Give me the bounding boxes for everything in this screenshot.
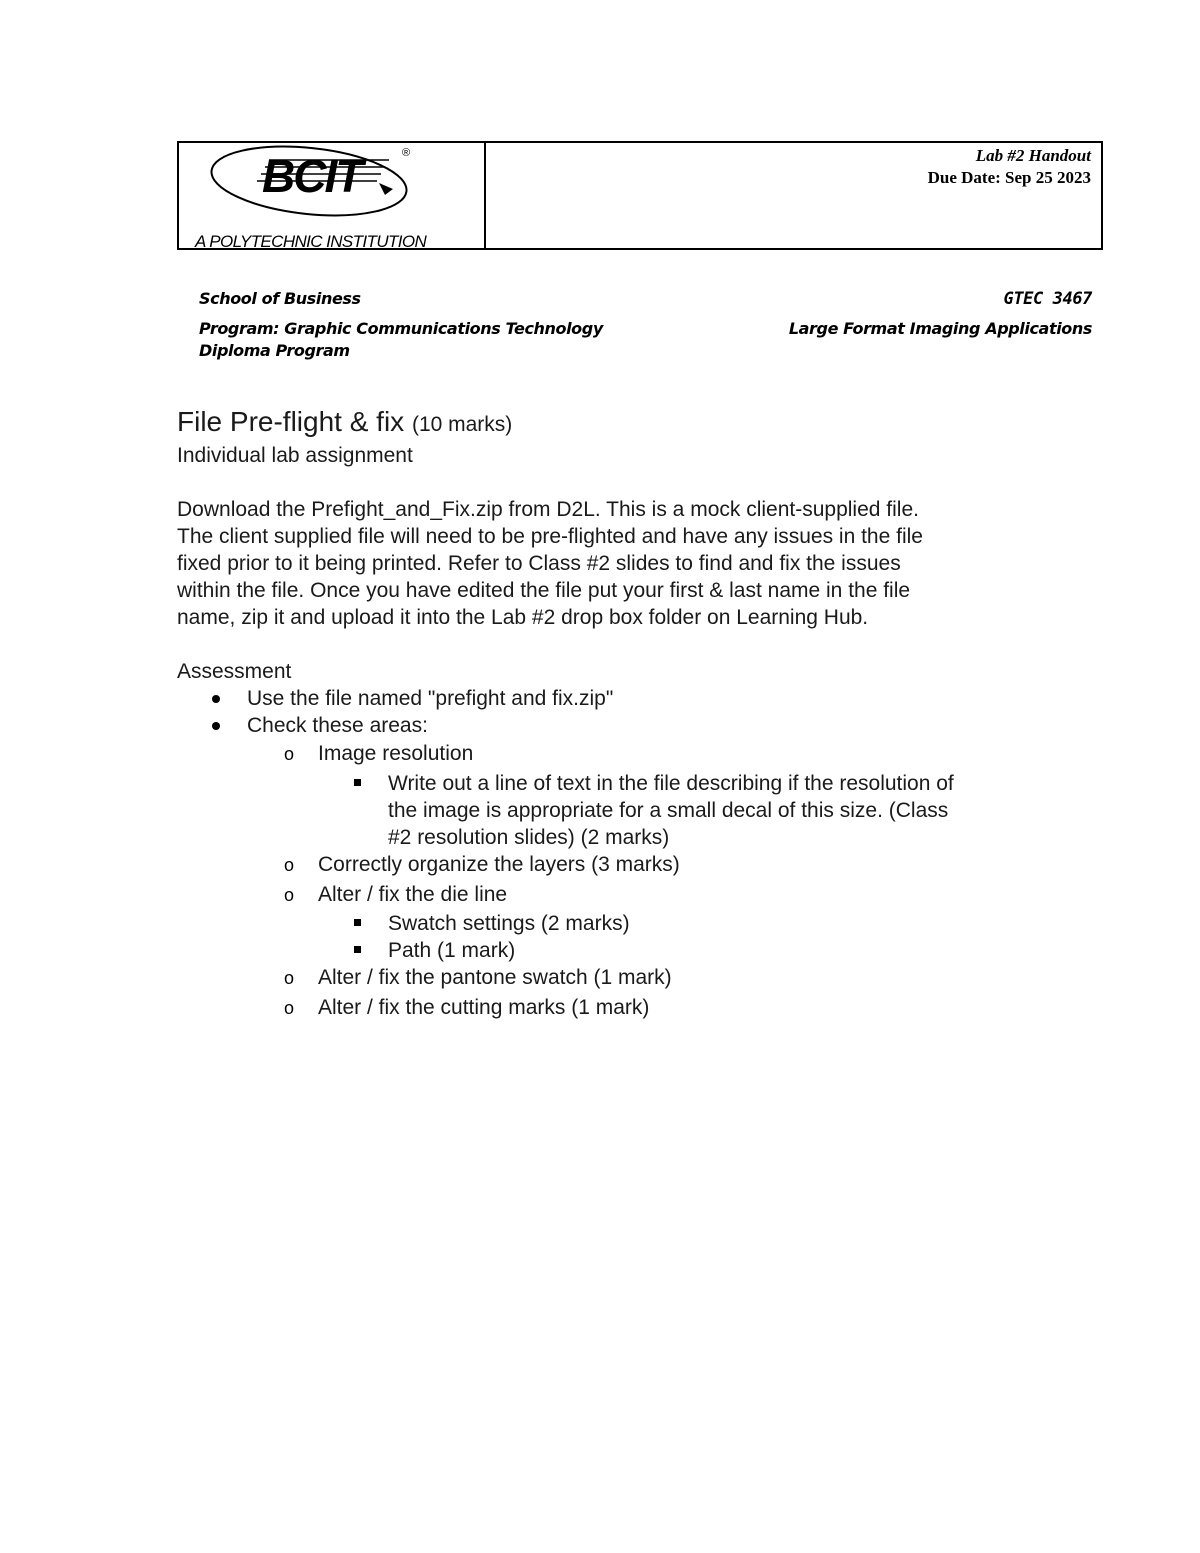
- square-bullet-icon: [354, 946, 361, 953]
- list-item: Correctly organize the layers (3 marks): [318, 853, 680, 876]
- paragraph-line: Download the Prefight_and_Fix.zip from D2L. This is a mock client-supplied file.: [177, 498, 919, 521]
- assignment-subtitle: Individual lab assignment: [177, 444, 413, 467]
- course-name: Large Format Imaging Applications: [788, 319, 1092, 338]
- circle-bullet-icon: o: [284, 968, 295, 988]
- handout-title: Lab #2 Handout: [975, 146, 1091, 165]
- circle-bullet-icon: o: [284, 885, 295, 905]
- school-name: School of Business: [199, 289, 361, 308]
- list-item: Alter / fix the cutting marks (1 mark): [318, 996, 650, 1019]
- list-item: Alter / fix the die line: [318, 883, 508, 906]
- list-item: Write out a line of text in the file describing if the resolution of: [388, 772, 954, 795]
- bullet-icon: [212, 695, 220, 703]
- list-item-continuation: #2 resolution slides) (2 marks): [388, 826, 670, 849]
- circle-bullet-icon: o: [284, 855, 295, 875]
- program-line2: Diploma Program: [199, 341, 350, 360]
- list-item: Alter / fix the pantone swatch (1 mark): [318, 966, 672, 989]
- square-bullet-icon: [354, 919, 361, 926]
- course-code: GTEC 3467: [1003, 289, 1092, 309]
- list-item-continuation: the image is appropriate for a small decal of this size. (Class: [388, 799, 949, 822]
- logo-tagline: A POLYTECHNIC INSTITUTION: [195, 232, 427, 251]
- header-divider: [484, 143, 486, 248]
- list-item: Path (1 mark): [388, 939, 516, 962]
- logo-wordmark: BCIT: [262, 150, 362, 202]
- paragraph-line: The client supplied file will need to be pre-flighted and have any issues in the file: [177, 525, 923, 548]
- list-item: Image resolution: [318, 742, 474, 765]
- paragraph-line: fixed prior to it being printed. Refer to Class #2 slides to find and fix the issues: [177, 552, 901, 575]
- assignment-title: [177, 406, 512, 438]
- circle-bullet-icon: o: [284, 744, 295, 764]
- bcit-logo: [179, 143, 484, 251]
- title-text: File Pre-flight & fix: [177, 406, 405, 437]
- square-bullet-icon: [354, 779, 361, 786]
- due-date: Due Date: Sep 25 2023: [927, 168, 1091, 187]
- bullet-icon: [212, 722, 220, 730]
- program-line1: Program: Graphic Communications Technology: [199, 319, 603, 338]
- list-item: Swatch settings (2 marks): [388, 912, 630, 935]
- assessment-heading: Assessment: [177, 660, 292, 683]
- circle-bullet-icon: o: [284, 998, 295, 1018]
- paragraph-line: within the file. Once you have edited the file put your first & last name in the file: [177, 579, 911, 602]
- title-marks: (10 marks): [411, 413, 513, 436]
- list-item: Use the file named "prefight and fix.zip": [247, 687, 614, 710]
- list-item: Check these areas:: [247, 714, 428, 737]
- header-table: [177, 141, 1103, 250]
- paragraph-line: name, zip it and upload it into the Lab #2 drop box folder on Learning Hub.: [177, 606, 869, 629]
- registered-mark: ®: [402, 147, 411, 159]
